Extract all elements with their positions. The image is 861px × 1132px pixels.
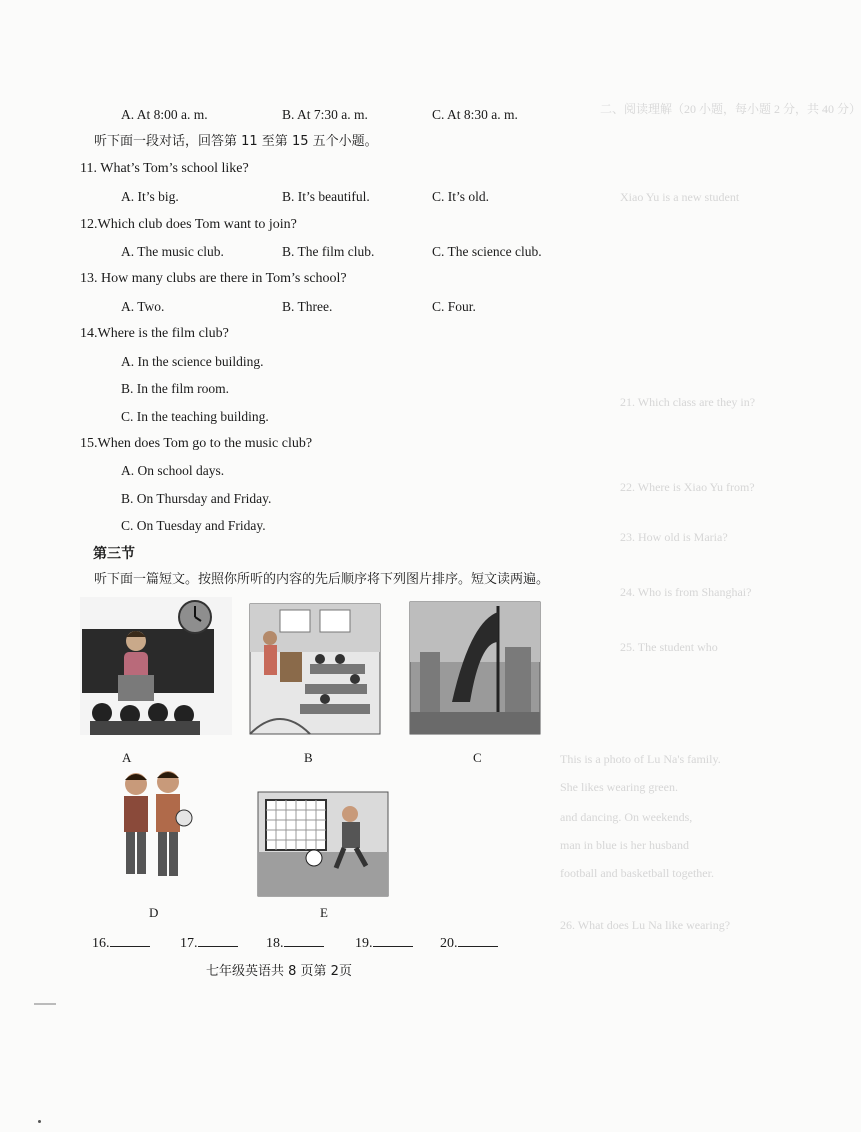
blank-16-label: 16.: [92, 936, 110, 951]
blank-16-line[interactable]: [110, 932, 150, 947]
q14-option-c: C. In the teaching building.: [121, 409, 269, 424]
answer-blank-18[interactable]: [266, 932, 324, 953]
picture-e: [258, 792, 388, 896]
blank-20-label: 20.: [440, 936, 458, 951]
q12-option-a: A. The music club.: [121, 244, 224, 259]
q10-option-b: B. At 7:30 a. m.: [282, 107, 368, 122]
dialogue-instruction: 听下面一段对话，回答第 11 至第 15 五个小题。: [94, 134, 378, 149]
blank-17-label: 17.: [180, 936, 198, 951]
q11-option-c: C. It’s old.: [432, 189, 490, 204]
scan-dot: [38, 1120, 41, 1123]
answer-blank-19[interactable]: [355, 932, 413, 953]
exam-page: 二、阅读理解（20 小题，每小题 2 分，共 40 分） Xiao Yu is a new student 21. Which class are they in? 22. Where is Xiao Yu from? 23. How old is Maria? 24. Who is from Shanghai? 25. The student who This is a photo of Lu Na's family. She likes wearing green. and dancing. On weekends, man in blue is her husband football and basketball together. 26. What does Lu Na like wearing? A. At 8:00 a. m. B. At 7:30 a. m. C. At 8:30 a. m. 听下面一段对话，回答第 11 至第 15 五个小题。 11. What’s Tom’s school like? A. It’s big. B. It’s beautiful. C. It’s old. 12.Which club does Tom want to join? A. The music club. B. The film club. C. The science club. 13. How many clubs are there in Tom’s school? A. Two. B. Three. C. Four. 14.Where is the film club? A. In the science building. B. In the film room. C. In the teaching building. 15.When does Tom go to the music club? A. On school days. B. On Thursday and Friday. C. On Tuesday and Friday. 第三节 听下面一篇短文。按照你所听的内容的先后顺序将下列图片排序。短文读两遍。 A B C D E 16. 17. 18. 19. 20. 七年级英语共 8 页第 2页: [0, 0, 794, 1132]
q10-option-a: A. At 8:00 a. m.: [121, 107, 208, 122]
picture-b-label: B: [304, 750, 313, 765]
q11-option-b: B. It’s beautiful.: [282, 189, 370, 204]
blank-19-label: 19.: [355, 936, 373, 951]
answer-blank-16[interactable]: [92, 932, 150, 953]
picture-b: [250, 604, 380, 734]
q15-option-b: B. On Thursday and Friday.: [121, 491, 272, 506]
blank-19-line[interactable]: [373, 932, 413, 947]
scan-mark: [34, 1003, 56, 1005]
q12-option-b: B. The film club.: [282, 244, 375, 259]
picture-a: [80, 597, 232, 735]
picture-d: [106, 770, 198, 888]
q14-option-a: A. In the science building.: [121, 354, 264, 369]
question-15: 15.When does Tom go to the music club?: [80, 436, 313, 451]
q15-option-c: C. On Tuesday and Friday.: [121, 518, 266, 533]
q15-option-a: A. On school days.: [121, 463, 225, 478]
answer-blank-17[interactable]: [180, 932, 238, 953]
section3-title: 第三节: [93, 546, 135, 562]
blank-20-line[interactable]: [458, 932, 498, 947]
picture-d-label: D: [149, 905, 159, 920]
q12-option-c: C. The science club.: [432, 244, 542, 259]
question-14: 14.Where is the film club?: [80, 326, 229, 341]
question-11: 11. What’s Tom’s school like?: [80, 161, 249, 176]
picture-a-label: A: [122, 750, 132, 765]
q14-option-b: B. In the film room.: [121, 381, 229, 396]
picture-c-label: C: [473, 750, 482, 765]
blank-18-label: 18.: [266, 936, 284, 951]
q10-option-c: C. At 8:30 a. m.: [432, 107, 518, 122]
q13-option-b: B. Three.: [282, 299, 333, 314]
question-12: 12.Which club does Tom want to join?: [80, 217, 297, 232]
page-footer: 七年级英语共 8 页第 2页: [206, 964, 352, 979]
question-13: 13. How many clubs are there in Tom’s school?: [80, 271, 347, 286]
q11-option-a: A. It’s big.: [121, 189, 179, 204]
blank-18-line[interactable]: [284, 932, 324, 947]
picture-e-label: E: [320, 905, 328, 920]
section3-instruction: 听下面一篇短文。按照你所听的内容的先后顺序将下列图片排序。短文读两遍。: [94, 572, 550, 587]
answer-blank-20[interactable]: [440, 932, 498, 953]
q13-option-a: A. Two.: [121, 299, 165, 314]
picture-c: [410, 602, 540, 734]
blank-17-line[interactable]: [198, 932, 238, 947]
q13-option-c: C. Four.: [432, 299, 476, 314]
